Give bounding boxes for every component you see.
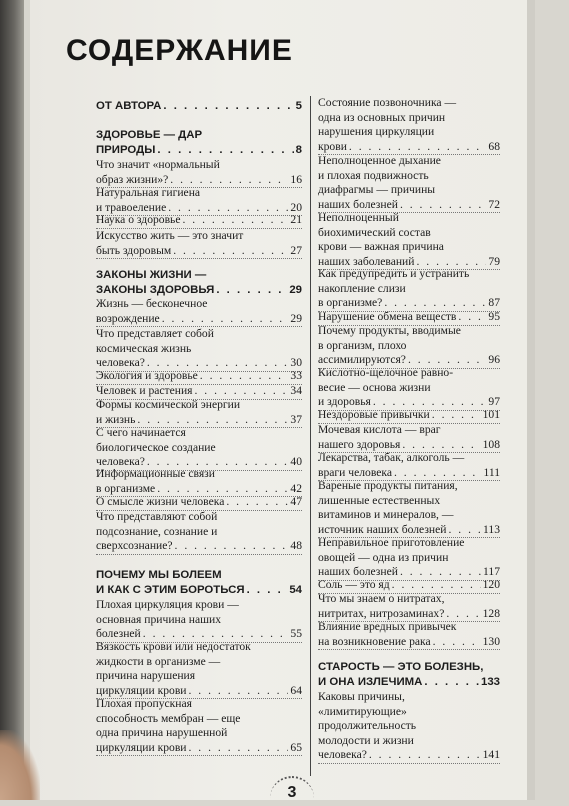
toc-entry-text-line: крови xyxy=(318,139,347,153)
toc-entry-text-line: Что мы знаем о нитратах, xyxy=(318,592,445,605)
toc-subsection-entry xyxy=(96,510,302,555)
toc-entry-text-line: Искусство жить — это значит xyxy=(96,229,244,242)
toc-section-entry xyxy=(96,268,302,297)
dot-leader xyxy=(216,283,287,298)
toc-page-number: 5 xyxy=(295,100,302,112)
toc-page-number: 47 xyxy=(290,495,302,508)
toc-entry-text-line: Каковы причины, xyxy=(318,690,405,703)
dot-leader xyxy=(392,578,481,593)
toc-entry-last-line xyxy=(318,140,500,155)
toc-entry-text-line: Нездоровые привычки xyxy=(318,408,430,421)
toc-entry-text-line: возрождение xyxy=(96,311,160,325)
toc-page-number: 96 xyxy=(488,353,500,366)
toc-entry-last-line xyxy=(96,312,302,327)
toc-entry-text-line: СТАРОСТЬ — ЭТО БОЛЕЗНЬ, xyxy=(318,661,484,673)
toc-entry-text-line: И ОНА ИЗЛЕЧИМА xyxy=(318,675,423,688)
toc-entry-text-line: молодости и жизни xyxy=(318,733,414,747)
toc-entry-last-line xyxy=(318,607,500,622)
toc-entry-last-line xyxy=(96,283,302,298)
toc-entry-text-line: Наука о здоровье xyxy=(96,213,181,226)
toc-entry-text-line: Неполноценный xyxy=(318,211,399,224)
dot-leader xyxy=(400,198,486,213)
toc-entry-text-line: весие — основа жизни xyxy=(318,380,431,394)
toc-page-number: 68 xyxy=(488,139,500,153)
dot-leader xyxy=(183,213,289,228)
dot-leader xyxy=(446,607,480,622)
toc-entry-last-line xyxy=(96,495,302,510)
toc-page-number: 64 xyxy=(290,683,302,697)
toc-entry-text-line: И КАК С ЭТИМ БОРОТЬСЯ xyxy=(96,583,245,596)
toc-entry-last-line xyxy=(96,244,302,259)
toc-page-number: 21 xyxy=(290,213,302,226)
dot-leader xyxy=(226,495,288,510)
toc-page-number: 30 xyxy=(290,356,302,369)
toc-entry-text-line: и здоровья xyxy=(318,395,371,408)
toc-subsection-entry xyxy=(96,697,302,756)
toc-entry-text-line: способность мембран — еще xyxy=(96,711,241,725)
column-divider xyxy=(310,96,311,776)
toc-entry-text-line: человека? xyxy=(318,748,367,761)
toc-page-number: 42 xyxy=(290,481,302,495)
entry-separator xyxy=(96,258,302,259)
toc-subsection-entry xyxy=(318,423,500,453)
toc-entry-last-line xyxy=(96,143,302,158)
toc-entry-text-line: Человек и растения xyxy=(96,384,193,397)
toc-entry-text-line: Неправильное приготовление xyxy=(318,536,465,549)
toc-entry-text-line: в организме? xyxy=(318,296,383,309)
toc-subsection-entry xyxy=(96,327,302,372)
toc-entry-text-line: ЗАКОНЫ ЗДОРОВЬЯ xyxy=(96,283,215,296)
toc-entry-text-line: циркуляции крови xyxy=(96,740,187,754)
toc-entry-last-line xyxy=(96,583,302,598)
toc-subsection-entry xyxy=(96,495,302,511)
toc-entry-text-line: Экология и здоровье xyxy=(96,369,198,382)
toc-entry-text-line: источник наших болезней xyxy=(318,522,447,536)
toc-entry-last-line xyxy=(96,482,302,497)
dot-leader xyxy=(170,173,288,188)
toc-subsection-entry xyxy=(96,426,302,471)
toc-page-number: 37 xyxy=(290,412,302,426)
toc-page-number: 130 xyxy=(482,634,500,648)
toc-subsection-entry xyxy=(96,640,302,699)
toc-page-number: 34 xyxy=(290,384,302,397)
toc-page-number: 16 xyxy=(290,172,302,186)
book-binding-shadow xyxy=(0,0,24,800)
toc-entry-text-line: Состояние позвоночника — xyxy=(318,96,457,109)
toc-section-entry xyxy=(96,128,302,157)
dot-leader xyxy=(247,583,288,598)
toc-entry-last-line xyxy=(318,523,500,538)
toc-entry-text-line: биохимический состав xyxy=(318,225,431,239)
dot-leader xyxy=(200,369,289,384)
toc-page-number: 79 xyxy=(488,254,500,268)
toc-entry-text-line: и плохая подвижность xyxy=(318,168,429,182)
dot-leader xyxy=(175,539,289,554)
dot-leader xyxy=(448,523,481,538)
toc-page-number: 54 xyxy=(289,583,302,596)
toc-entry-last-line xyxy=(96,369,302,384)
toc-section-entry xyxy=(96,568,302,597)
toc-entry-text-line: одна из основных причин xyxy=(318,110,446,124)
toc-entry-text-line: нарушения циркуляции xyxy=(318,125,435,138)
toc-entry-text-line: продолжительность xyxy=(318,719,417,732)
toc-subsection-entry xyxy=(96,598,302,643)
toc-entry-last-line xyxy=(96,99,302,114)
toc-subsection-entry xyxy=(318,536,500,581)
toc-entry-last-line xyxy=(318,310,500,325)
toc-entry-text-line: Влияние вредных привычек xyxy=(318,620,457,633)
toc-page-number: 27 xyxy=(290,243,302,257)
toc-entry-text-line: крови — важная причина xyxy=(318,240,444,253)
toc-entry-text-line: диафрагмы — причины xyxy=(318,183,436,196)
toc-entry-text-line: одна причина нарушенной xyxy=(96,726,228,739)
toc-entry-text-line: накопление слизи xyxy=(318,281,406,295)
toc-entry-last-line xyxy=(96,173,302,188)
toc-subsection-entry xyxy=(96,213,302,229)
toc-entry-text-line: космическая жизнь xyxy=(96,341,192,355)
entry-separator xyxy=(96,755,302,756)
toc-subsection-entry xyxy=(96,158,302,188)
toc-entry-last-line xyxy=(318,296,500,311)
toc-page-number: 120 xyxy=(482,578,500,591)
toc-entry-text-line: Лекарства, табак, алкоголь — xyxy=(318,451,465,464)
dot-leader xyxy=(384,296,486,311)
toc-entry-last-line xyxy=(318,748,500,763)
toc-page-number: 141 xyxy=(482,748,500,761)
dot-leader xyxy=(157,482,288,497)
toc-subsection-entry xyxy=(96,297,302,327)
toc-subsection-entry xyxy=(96,186,302,216)
toc-page-number: 48 xyxy=(290,539,302,552)
dot-leader xyxy=(163,99,293,114)
toc-subsection-entry xyxy=(318,324,500,369)
toc-page-number: 111 xyxy=(483,465,500,479)
dot-leader xyxy=(424,675,479,690)
toc-entry-text-line: Что значит «нормальный xyxy=(96,158,220,171)
toc-entry-text-line: Нарушение обмена веществ xyxy=(318,310,457,323)
toc-entry-text-line: «лимитирующие» xyxy=(318,704,407,718)
toc-page-number: 72 xyxy=(488,197,500,211)
toc-entry-text-line: ассимилируются? xyxy=(318,353,406,366)
toc-entry-text-line: Как предупредить и устранить xyxy=(318,267,470,280)
toc-entry-text-line: Формы космической энергии xyxy=(96,398,241,411)
toc-entry-text-line: основная причина наших xyxy=(96,612,222,626)
toc-entry-text-line: Что представляет собой xyxy=(96,327,214,340)
toc-entry-text-line: витаминов и минералов, — xyxy=(318,508,454,521)
toc-entry-text-line: овощей — одна из причин xyxy=(318,550,449,564)
toc-page-number: 40 xyxy=(290,455,302,468)
toc-page-number: 8 xyxy=(295,143,302,156)
toc-entry-last-line xyxy=(318,408,500,423)
dot-leader xyxy=(189,741,289,756)
toc-subsection-entry xyxy=(318,408,500,424)
toc-entry-text-line: наших болезней xyxy=(318,565,398,578)
toc-page-number: 29 xyxy=(290,311,302,325)
toc-page-number: 29 xyxy=(289,283,302,296)
toc-entry-text-line: жидкости в организме — xyxy=(96,654,221,668)
toc-entry-text-line: С чего начинается xyxy=(96,426,186,439)
toc-entry-text-line: Мочевая кислота — враг xyxy=(318,423,441,436)
toc-entry-last-line xyxy=(96,684,302,699)
entry-separator xyxy=(318,649,500,650)
toc-entry-last-line xyxy=(96,539,302,554)
toc-subsection-entry xyxy=(318,154,500,213)
toc-entry-last-line xyxy=(318,675,500,690)
toc-entry-text-line: Вязкость крови или недостаток xyxy=(96,640,251,653)
toc-subsection-entry xyxy=(96,398,302,428)
toc-entry-last-line xyxy=(318,198,500,213)
toc-entry-text-line: Информационные связи xyxy=(96,467,215,480)
toc-subsection-entry xyxy=(96,229,302,259)
toc-entry-text-line: Натуральная гигиена xyxy=(96,186,201,199)
toc-entry-last-line xyxy=(318,635,500,650)
toc-entry-text-line: Неполноценное дыхание xyxy=(318,154,441,167)
dot-leader xyxy=(349,140,487,155)
toc-entry-text-line: Что представляют собой xyxy=(96,510,218,523)
toc-page-number: 33 xyxy=(290,369,302,382)
toc-page-number: 87 xyxy=(488,296,500,309)
toc-page-number: 113 xyxy=(483,522,500,536)
toc-subsection-entry xyxy=(318,451,500,481)
toc-entry-last-line xyxy=(318,578,500,593)
toc-page-number: 95 xyxy=(488,310,500,323)
toc-entry-text-line: сверхсознание? xyxy=(96,539,173,552)
toc-entry-text-line: враги человека xyxy=(318,465,392,479)
toc-entry-text-line: наших заболеваний xyxy=(318,254,415,268)
dot-leader xyxy=(162,312,289,327)
toc-page-number: 55 xyxy=(290,627,302,640)
toc-subsection-entry xyxy=(318,690,500,764)
entry-separator xyxy=(318,763,500,764)
toc-entry-text-line: причина нарушения xyxy=(96,669,196,682)
toc-entry-last-line xyxy=(96,741,302,756)
toc-subsection-entry xyxy=(318,620,500,650)
toc-entry-text-line: Вареные продукты питания, xyxy=(318,479,458,492)
toc-entry-text-line: в организм, плохо xyxy=(318,338,407,352)
toc-subsection-entry xyxy=(96,467,302,497)
toc-entry-text-line: ЗДОРОВЬЕ — ДАР xyxy=(96,129,203,141)
dot-leader xyxy=(157,143,293,158)
toc-subsection-entry xyxy=(318,267,500,312)
toc-page-number: 65 xyxy=(290,740,302,754)
toc-section-entry xyxy=(96,99,302,114)
toc-entry-text-line: ПРИРОДЫ xyxy=(96,143,156,156)
toc-subsection-entry xyxy=(318,592,500,622)
toc-subsection-entry xyxy=(318,366,500,411)
toc-subsection-entry xyxy=(96,369,302,385)
toc-entry-last-line xyxy=(318,438,500,453)
toc-entry-text-line: ПОЧЕМУ МЫ БОЛЕЕМ xyxy=(96,569,222,581)
toc-entry-text-line: Плохая пропускная xyxy=(96,697,192,710)
toc-subsection-entry xyxy=(318,96,500,155)
dot-leader xyxy=(458,310,486,325)
toc-entry-text-line: и травоеление xyxy=(96,200,167,214)
dot-leader xyxy=(195,384,289,399)
toc-page-number: 117 xyxy=(483,565,500,578)
toc-entry-text-line: Почему продукты, вводимые xyxy=(318,324,461,337)
toc-entry-text-line: циркуляции крови xyxy=(96,683,187,697)
toc-entry-text-line: и жизнь xyxy=(96,412,136,426)
toc-entry-text-line: человека? xyxy=(96,356,145,369)
toc-entry-text-line: биологическое создание xyxy=(96,440,216,454)
toc-page-number: 133 xyxy=(480,675,500,688)
toc-entry-text-line: нашего здоровья xyxy=(318,437,401,451)
toc-entry-text-line: лишенные естественных xyxy=(318,493,441,507)
page-title: СОДЕРЖАНИЕ xyxy=(66,34,293,67)
dot-leader xyxy=(137,413,288,428)
toc-subsection-entry xyxy=(318,479,500,538)
toc-entry-text-line: быть здоровым xyxy=(96,243,172,257)
toc-entry-text-line: человека? xyxy=(96,455,145,468)
toc-entry-text-line: О смысле жизни человека xyxy=(96,495,225,508)
toc-entry-text-line: Плохая циркуляция крови — xyxy=(96,598,239,611)
toc-entry-text-line: ЗАКОНЫ ЖИЗНИ — xyxy=(96,269,207,281)
toc-subsection-entry xyxy=(318,211,500,270)
toc-entry-text-line: образ жизни»? xyxy=(96,172,169,186)
toc-entry-last-line xyxy=(318,466,500,481)
toc-entry-last-line xyxy=(96,213,302,228)
toc-entry-text-line: Жизнь — бесконечное xyxy=(96,297,208,310)
toc-page-number: 128 xyxy=(482,606,500,620)
toc-page-number: 101 xyxy=(482,408,500,421)
thumb-holding-page xyxy=(0,730,40,800)
toc-entry-text-line: Кислотно-щелочное равно- xyxy=(318,366,454,379)
dot-leader xyxy=(433,635,481,650)
toc-entry-text-line: подсознание, сознание и xyxy=(96,524,218,538)
entry-separator xyxy=(96,554,302,555)
toc-page-number: 97 xyxy=(488,395,500,408)
toc-entry-text-line: на возникновение рака xyxy=(318,634,431,648)
toc-page-number: 108 xyxy=(482,437,500,451)
page-gutter xyxy=(527,0,535,800)
dot-leader xyxy=(432,408,481,423)
toc-entry-last-line xyxy=(96,413,302,428)
toc-entry-text-line: в организме xyxy=(96,481,156,495)
toc-page-number: 20 xyxy=(290,200,302,214)
toc-entry-last-line xyxy=(96,384,302,399)
toc-entry-text-line: наших болезней xyxy=(318,197,398,211)
dot-leader xyxy=(189,684,289,699)
toc-entry-text-line: нитритах, нитрозаминах? xyxy=(318,606,445,620)
dot-leader xyxy=(173,244,288,259)
page-number: 3 xyxy=(270,776,314,806)
toc-entry-text-line: Соль — это яд xyxy=(318,578,390,591)
dot-leader xyxy=(402,438,480,453)
dot-leader xyxy=(369,748,481,763)
toc-section-entry xyxy=(318,660,500,689)
toc-entry-text-line: ОТ АВТОРА xyxy=(96,100,162,112)
toc-entry-text-line: болезней xyxy=(96,627,141,640)
dot-leader xyxy=(394,466,481,481)
